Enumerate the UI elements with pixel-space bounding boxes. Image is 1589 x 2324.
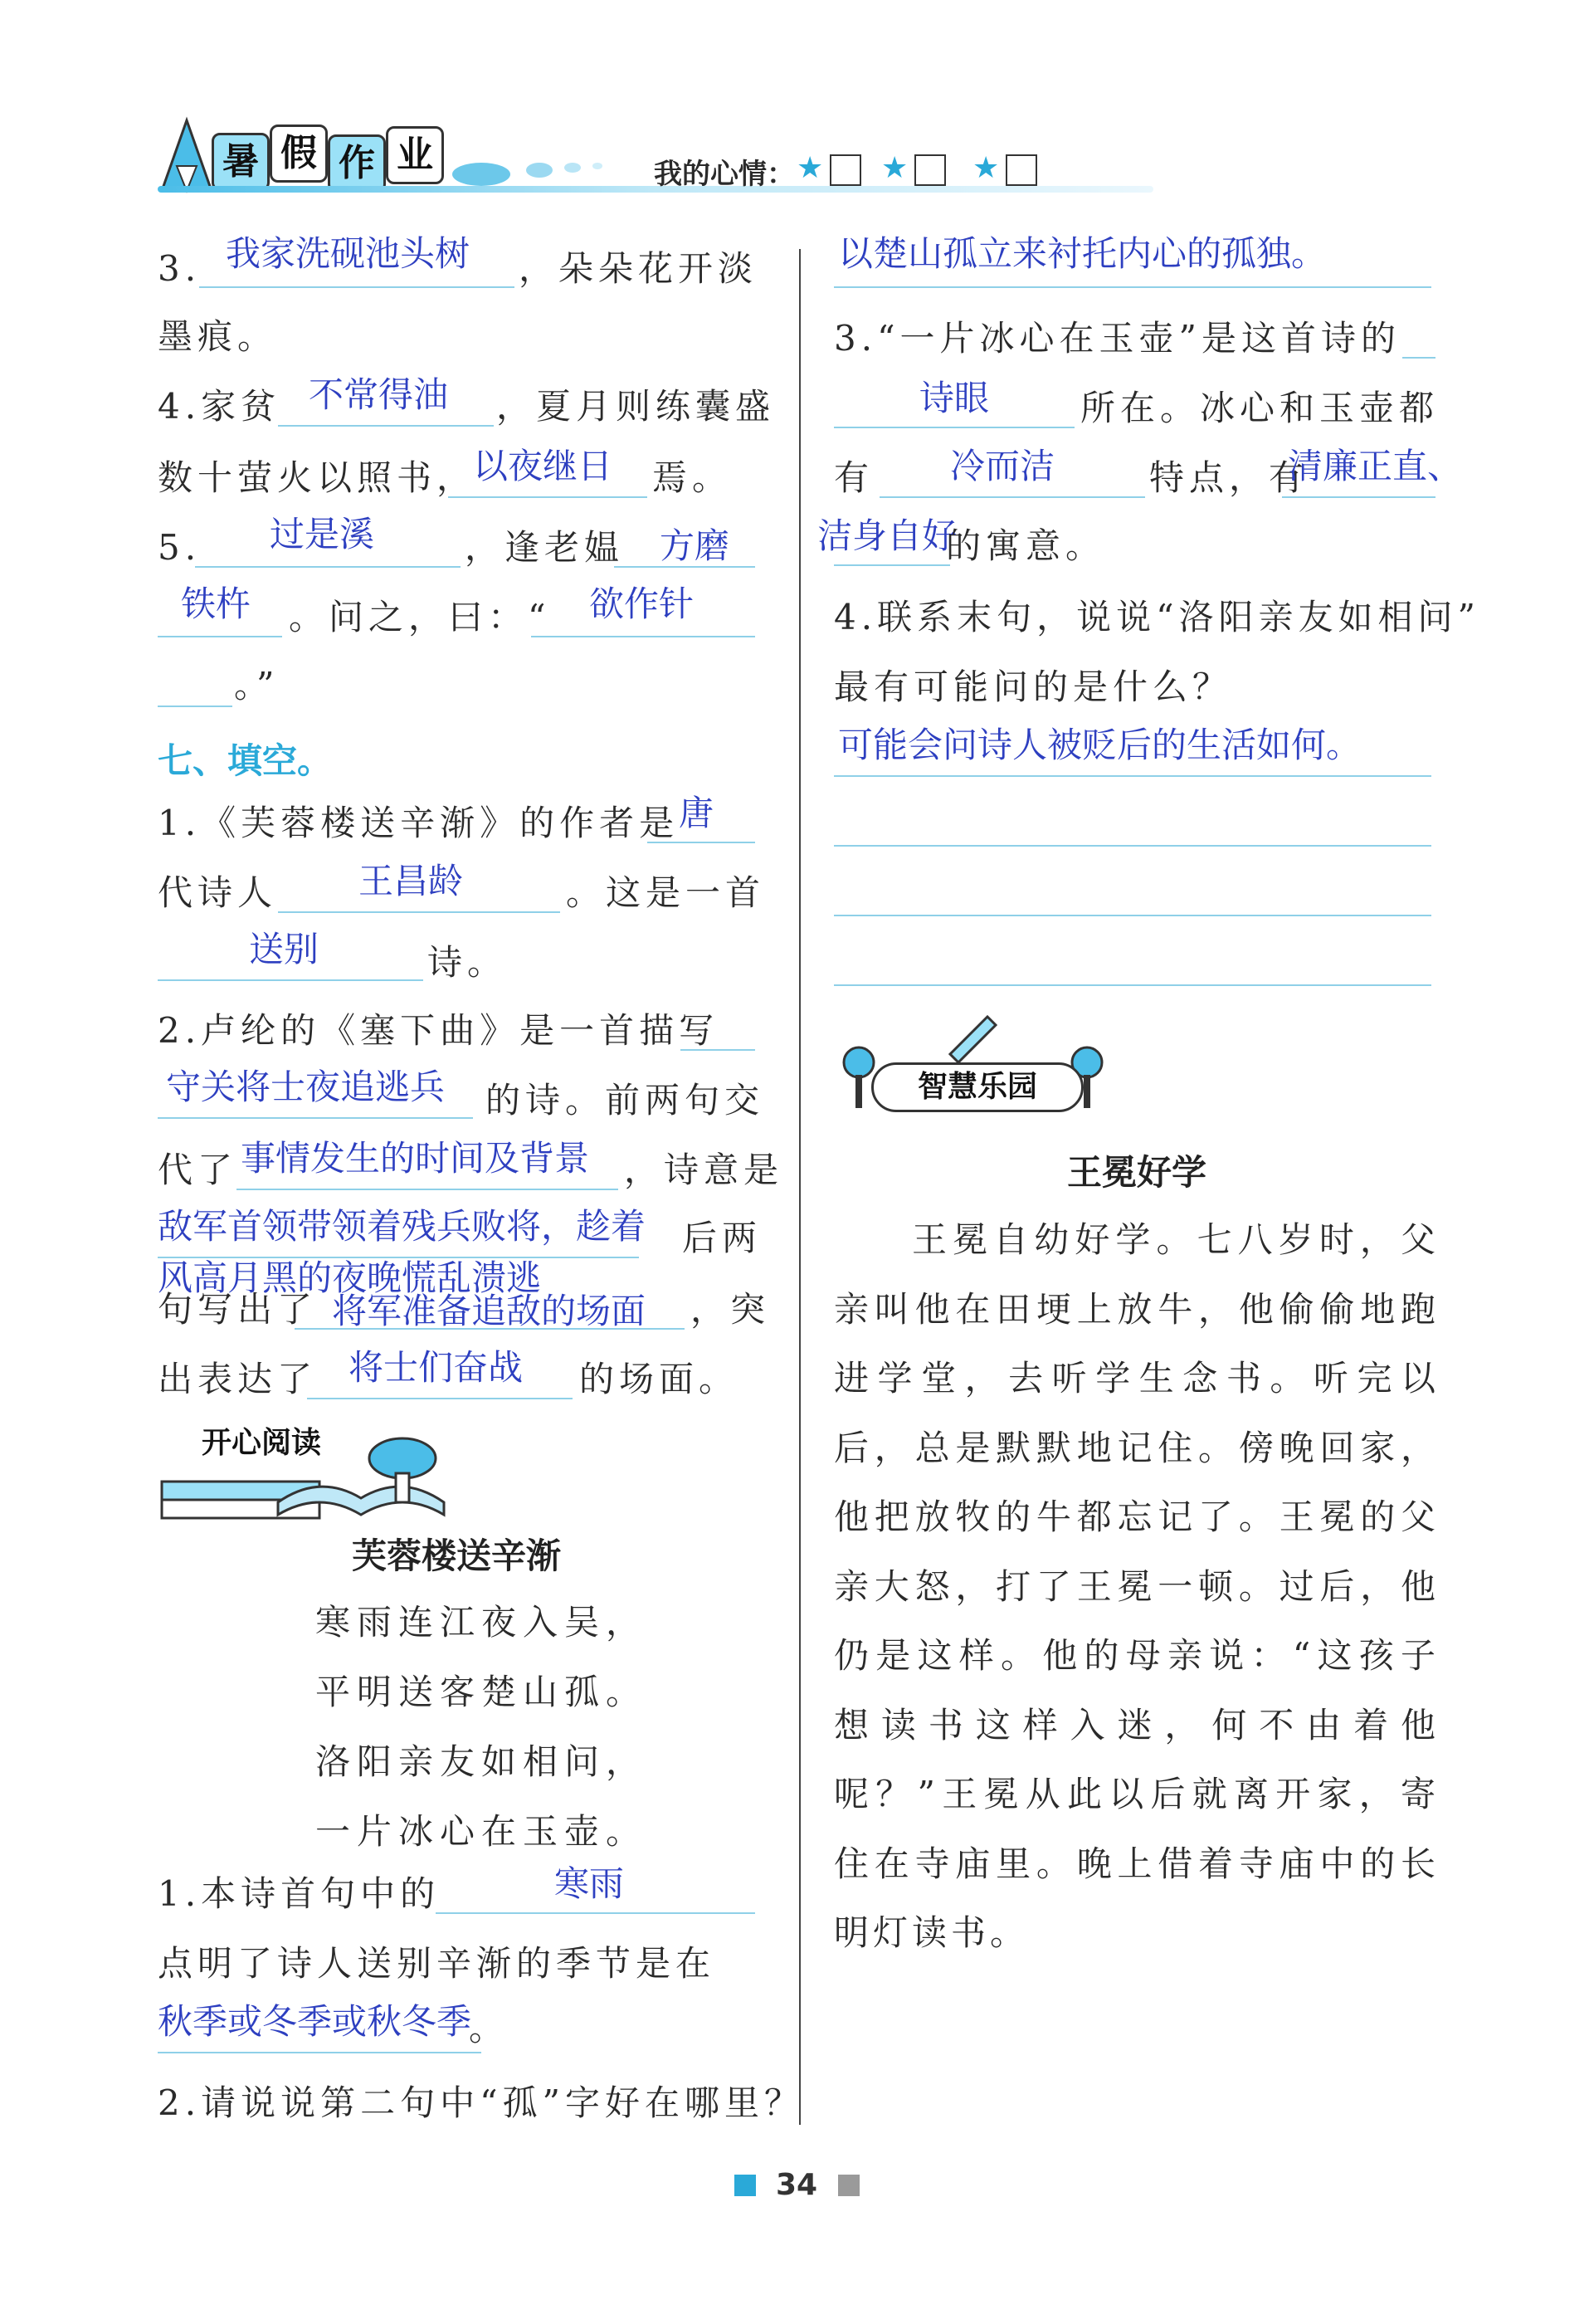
story-paragraph: 王冕自幼好学。七八岁时，父亲叫他在田埂上放牛，他偷偷地跑进学堂，去听学生念书。听完以后，总是默默地记住。傍晚回家，他把放牧的牛都忘记了。王冕的父亲大怒，打了王冕一顿。过后，他仍是这样。他的母亲说：“这孩子想读书这样入迷，何不由着他呢？”王冕从此以后就离开家，寄住在寺庙里。晚上借着寺庙中的长明灯读书。 bbox=[834, 1219, 1440, 1953]
q5-answer1-line bbox=[195, 566, 461, 568]
f2-pre5: 出表达了 bbox=[158, 1359, 318, 1399]
f1-answer3-line bbox=[158, 979, 423, 981]
r3-answer2-line bbox=[880, 496, 1145, 498]
f2-answer4: 将军准备追敌的场面 bbox=[332, 1291, 646, 1331]
q5-mid: ，逢老媪 bbox=[465, 527, 625, 568]
f1-pre: 1.《芙蓉楼送辛渐》的作者是 bbox=[158, 803, 680, 843]
f1-end: 诗。 bbox=[427, 942, 508, 983]
f2-answer3a: 敌军首领带领着残兵败将，趁着 bbox=[158, 1206, 646, 1247]
r4-answer: 可能会问诗人被贬后的生活如何。 bbox=[838, 725, 1362, 765]
q5-end: 。” bbox=[234, 665, 280, 706]
r4-answer-line-3 bbox=[834, 915, 1431, 916]
f1-answer2: 王昌龄 bbox=[358, 861, 464, 901]
r3-answer3b-line bbox=[834, 564, 950, 566]
f2-mid1: 的诗。前两句交 bbox=[485, 1080, 765, 1120]
q3-answer-line bbox=[199, 286, 514, 288]
reading-badge-label: 开心阅读 bbox=[201, 1426, 321, 1460]
q5-answer2: 方磨 bbox=[660, 525, 730, 566]
f2-answer1: 守关将士夜追逃兵 bbox=[166, 1067, 446, 1107]
poem-line-1: 寒雨连江夜入吴， bbox=[315, 1602, 648, 1643]
f1-answer3: 送别 bbox=[249, 929, 319, 969]
q5-tail-line bbox=[158, 706, 232, 707]
q3-number: 3. bbox=[158, 248, 202, 289]
logo-char-1: 暑 bbox=[212, 133, 270, 191]
r3-answer1-line bbox=[834, 427, 1075, 428]
r4-answer-line-1 bbox=[834, 775, 1431, 777]
f2-answer5: 将士们奋战 bbox=[349, 1347, 524, 1388]
r4-answer-line-4 bbox=[834, 984, 1431, 986]
q5-answer3: 铁杵 bbox=[181, 583, 251, 624]
r3-pre: 3.“一片冰心在玉壶”是这首诗的 bbox=[834, 318, 1401, 359]
q4-pre2: 数十萤火以照书， bbox=[158, 457, 477, 498]
f2-answer2-line bbox=[236, 1189, 618, 1190]
r3-answer3-line bbox=[1282, 496, 1435, 498]
r2-answer-line bbox=[834, 286, 1431, 288]
mood-checkbox-neutral[interactable] bbox=[914, 154, 946, 186]
wisdom-badge-label: 智慧乐园 bbox=[871, 1062, 1084, 1112]
f1-answer2-line bbox=[278, 911, 560, 913]
mood-checkbox-sad[interactable] bbox=[1006, 154, 1037, 186]
r3-mid2: 特点，有 bbox=[1149, 457, 1309, 498]
r4-line2: 最有可能问的是什么？ bbox=[834, 666, 1233, 707]
f2-mid3: 后两 bbox=[682, 1218, 763, 1258]
q4-end: 焉。 bbox=[652, 457, 733, 498]
f1-answer1-line bbox=[647, 842, 755, 843]
f2-end5: 的场面。 bbox=[579, 1359, 739, 1399]
page-number: 34 bbox=[776, 2168, 818, 2202]
r4-line1: 4.联系末句，说说“洛阳亲友如相问” bbox=[834, 597, 1481, 637]
happy-star-icon: ★ bbox=[797, 151, 824, 185]
f2-mid4: ，突 bbox=[690, 1289, 771, 1330]
q5-answer4-line bbox=[531, 636, 755, 637]
q5-mid2: 。问之，曰：“ bbox=[289, 597, 551, 637]
f2-mid2: ，诗意是 bbox=[624, 1150, 784, 1190]
poem-line-2: 平明送客楚山孤。 bbox=[315, 1672, 648, 1712]
r1-answer2: 秋季或冬季或秋冬季 bbox=[158, 2001, 472, 2042]
q5-answer3-line bbox=[158, 636, 282, 637]
f2-answer5-line bbox=[307, 1398, 573, 1399]
f1-answer1: 唐 bbox=[679, 793, 714, 833]
logo-char-4: 业 bbox=[386, 126, 444, 184]
neutral-star-icon: ★ bbox=[881, 151, 909, 185]
r3-pre-line bbox=[1402, 357, 1435, 359]
q4-answer1-line bbox=[278, 425, 494, 427]
r3-answer2: 冷而洁 bbox=[950, 446, 1055, 486]
r3-answer3a: 清廉正直、 bbox=[1288, 446, 1463, 486]
q5-number: 5. bbox=[158, 527, 202, 568]
sad-star-icon: ★ bbox=[972, 151, 1000, 185]
q4-answer2: 以夜继日 bbox=[473, 446, 613, 486]
logo-char-3: 作 bbox=[328, 134, 386, 193]
r1-answer1-line bbox=[436, 1912, 755, 1914]
poem-title: 芙蓉楼送辛渐 bbox=[351, 1536, 561, 1576]
page-marker-right bbox=[838, 2175, 860, 2196]
r1-end: 。 bbox=[469, 2008, 509, 2048]
f2-pre: 2.卢纶的《塞下曲》是一首描写 bbox=[158, 1010, 719, 1051]
q5-answer4: 欲作针 bbox=[589, 583, 695, 624]
decorative-dots-icon bbox=[448, 149, 631, 191]
r3-answer1: 诗眼 bbox=[919, 378, 990, 418]
column-divider bbox=[799, 249, 801, 2125]
q4-answer1: 不常得油 bbox=[309, 374, 449, 415]
page-marker-left bbox=[734, 2175, 756, 2196]
poem-line-3: 洛阳亲友如相问， bbox=[315, 1741, 648, 1782]
f2-answer3b: 风高月黑的夜晚慌乱溃逃 bbox=[158, 1257, 542, 1298]
f2-answer2: 事情发生的时间及背景 bbox=[241, 1138, 590, 1179]
logo-char-2: 假 bbox=[270, 124, 328, 183]
q4-answer2-line bbox=[448, 496, 647, 498]
section7-title: 七、填空。 bbox=[158, 740, 333, 781]
q3-answer: 我家洗砚池头树 bbox=[226, 233, 470, 274]
f2-answer1-line bbox=[158, 1117, 473, 1119]
q4-mid: ，夏月则练囊盛 bbox=[496, 386, 776, 427]
f2-pre4: 句写出了 bbox=[158, 1289, 318, 1330]
poem-line-4: 一片冰心在玉壶。 bbox=[315, 1811, 648, 1852]
q3-line2: 墨痕。 bbox=[158, 316, 278, 357]
mood-label: 我的心情： bbox=[654, 158, 795, 191]
story-title: 王冕好学 bbox=[1066, 1152, 1206, 1193]
r2-question: 2.请说说第二句中“孤”字好在哪里？ bbox=[158, 2082, 805, 2123]
r1-answer2-line bbox=[158, 2052, 481, 2053]
f1-pre2: 代诗人 bbox=[158, 872, 278, 913]
r1-pre: 1.本诗首句中的 bbox=[158, 1873, 441, 1914]
q4-pre: 4.家贫 bbox=[158, 386, 281, 427]
q3-after: ，朵朵花开淡 bbox=[519, 248, 758, 289]
r3-end: 的寓意。 bbox=[946, 525, 1106, 566]
r3-pre2: 有 bbox=[834, 457, 875, 498]
r1-answer1: 寒雨 bbox=[554, 1863, 625, 1904]
r1-line2: 点明了诗人送别辛渐的季节是在 bbox=[158, 1943, 716, 1984]
r4-answer-line-2 bbox=[834, 845, 1431, 847]
r3-answer3b: 洁身自好 bbox=[817, 515, 958, 556]
f1-mid2: 。这是一首 bbox=[566, 872, 766, 913]
mood-checkbox-happy[interactable] bbox=[830, 154, 861, 186]
f2-pre2: 代了 bbox=[158, 1150, 238, 1190]
r3-mid1: 所在。冰心和玉壶都 bbox=[1080, 388, 1440, 428]
q5-answer1: 过是溪 bbox=[270, 514, 375, 554]
r2-answer: 以楚山孤立来衬托内心的孤独。 bbox=[838, 233, 1327, 274]
f2-pre-line bbox=[680, 1049, 755, 1051]
